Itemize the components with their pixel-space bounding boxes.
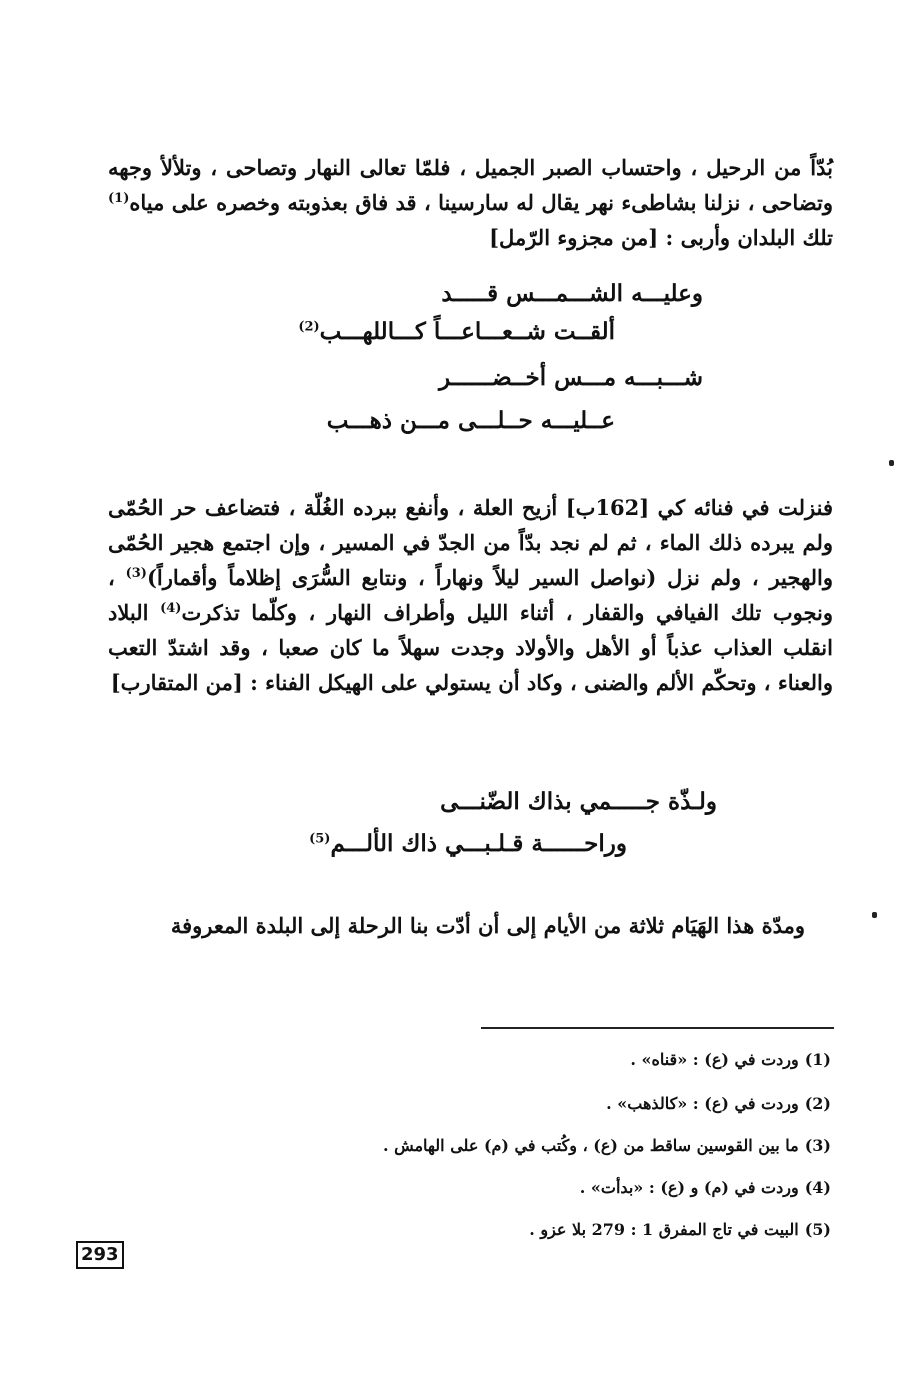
footnote-1-number: (1) xyxy=(804,1050,831,1069)
footnote-ref-5: (5) xyxy=(309,831,331,847)
paragraph-3: ومدّة هذا الهَيَام ثلاثة من الأيام إلى أن أدّت بنا الرحلة إلى البلدة المعروفة xyxy=(170,913,805,938)
verse-line-3: شـــبـــه مـــس أخــضــــــر xyxy=(439,364,703,391)
footnote-ref-3: (3) xyxy=(125,566,147,581)
verse-line-2 xyxy=(298,318,615,345)
paragraph-2-text-b: ، ونجوب تلك الفيافي والقفار ، أثناء الليل وأطراف النهار ، وكلّما تذكرت xyxy=(108,565,833,625)
footnote-4-number: (4) xyxy=(804,1178,831,1197)
paragraph-1-tail: تلك البلدان وأربى : [من مجزوء الرّمل] xyxy=(489,225,833,250)
footnote-2 xyxy=(606,1094,831,1113)
margin-mark xyxy=(889,460,894,466)
footnote-4-text: وردت في (م) و (ع) : «بدأت» . xyxy=(579,1178,799,1197)
paragraph-2-text-a: فنزلت في فنائه كي [162ب] أزيح العلة ، وأنفع ببرده الغُلّة ، فتضاعف حر الحُمّى ولم يبرده ذلك الماء ، ثم لم نجد بدّاً من الجدّ في المسير ، وإن اجتمع هجير الحُمّى والهجير ، ولم نزل (نواصل السير ليلاً ونهاراً ، ونتابع السُّرَى إظلاماً وأقماراً) xyxy=(108,495,833,590)
footnote-5-text: البيت في تاج المفرق 1 : 279 بلا عزو . xyxy=(529,1220,799,1239)
verse-line-6-text: وراحــــــة قـلـبـــي ذاك الألـــم xyxy=(330,830,627,857)
margin-mark xyxy=(872,912,877,918)
page-number: 293 xyxy=(76,1241,124,1269)
footnote-ref-1: (1) xyxy=(108,191,130,206)
footnote-3 xyxy=(383,1136,831,1155)
verse-line-2-text: ألقــت شــعـــاعـــاً كـــاللهـــب xyxy=(319,318,615,345)
footnote-1 xyxy=(630,1050,831,1069)
paragraph-2-text-c: البلاد انقلب العذاب عذباً أو الأهل والأولاد وجدت سهلاً ما كان صعبا ، وقد اشتدّ التعب والعناء ، وتحكّم الألم والضنى ، وكاد أن يستولي على الهيكل الفناء : [من المتقارب] xyxy=(108,600,833,695)
footnote-3-number: (3) xyxy=(804,1136,831,1155)
footnote-2-number: (2) xyxy=(804,1094,831,1113)
verse-line-6 xyxy=(309,830,627,857)
footnote-ref-4: (4) xyxy=(160,601,182,616)
verse-line-1: وعليـــه الشـــمـــس قـــــد xyxy=(441,280,703,307)
footnote-ref-2: (2) xyxy=(298,319,320,335)
footnote-divider xyxy=(481,1027,834,1029)
footnote-5-number: (5) xyxy=(804,1220,831,1239)
footnote-4 xyxy=(580,1178,831,1197)
paragraph-1 xyxy=(108,150,833,255)
footnote-1-text: وردت في (ع) : «قناه» . xyxy=(630,1050,799,1069)
paragraph-2 xyxy=(108,490,833,700)
footnote-2-text: وردت في (ع) : «كالذهب» . xyxy=(606,1094,799,1113)
verse-line-4: عــليـــه حــلـــى مـــن ذهـــب xyxy=(326,407,615,434)
footnote-3-text: ما بين القوسين ساقط من (ع) ، وكُتب في (م) على الهامش . xyxy=(382,1136,799,1155)
footnote-5 xyxy=(529,1220,831,1239)
paragraph-1-text: بُدّاً من الرحيل ، واحتساب الصبر الجميل ، فلمّا تعالى النهار وتصاحى ، وتلألأ وجهه وتضاحى ، نزلنا بشاطىء نهر يقال له سارسينا ، قد فاق بعذوبته وخصره على مياه xyxy=(108,155,833,215)
verse-line-5: ولـذّة جـــــمي بذاك الضّنـــى xyxy=(440,788,717,815)
